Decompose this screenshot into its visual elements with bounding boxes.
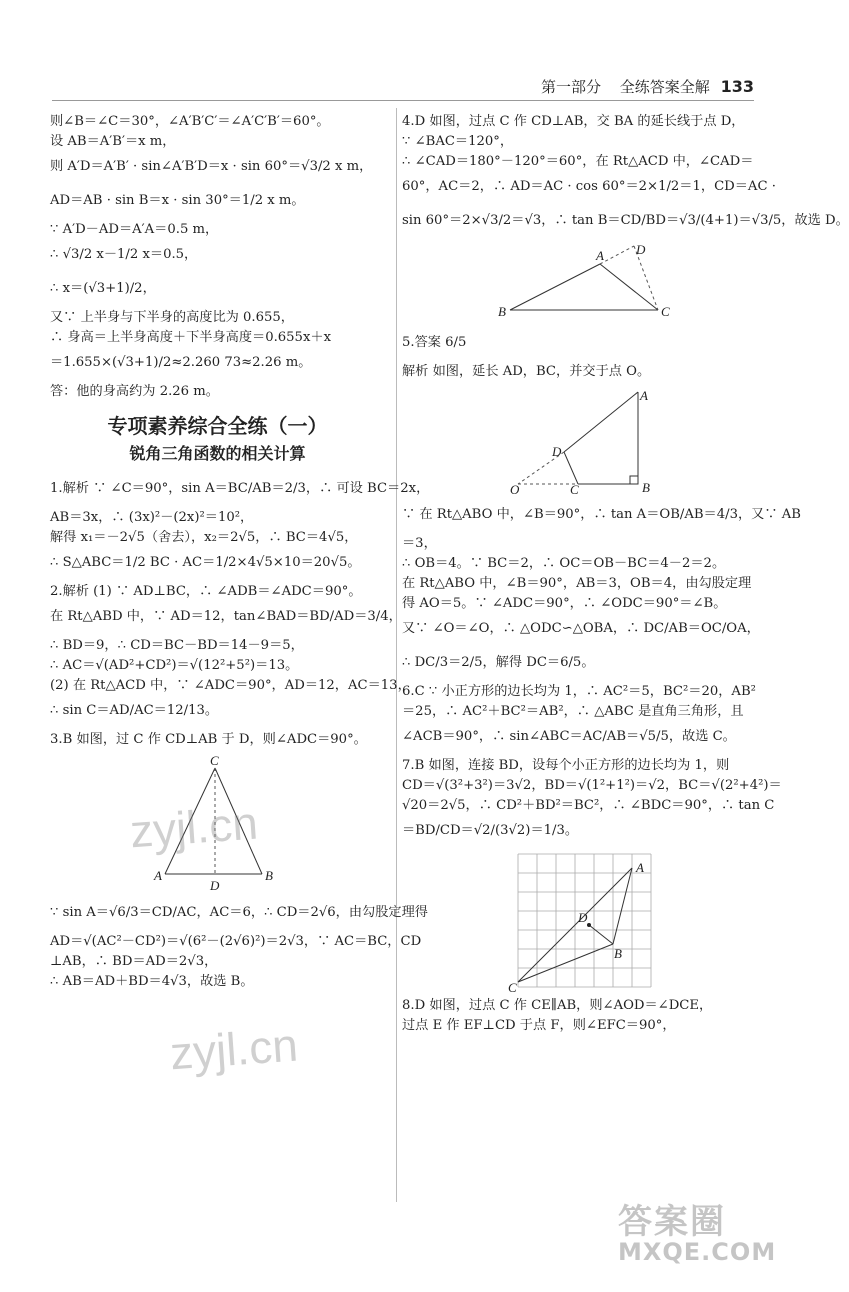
header-rule (52, 100, 754, 101)
problem-8 (402, 996, 754, 1036)
text-line: ∴ AB＝AD＋BD＝4√3，故选 B。 (50, 974, 254, 989)
text-line: ∴ √3/2 x－1/2 x＝0.5， (50, 247, 198, 262)
section-subtitle: 锐角三角函数的相关计算 (129, 444, 306, 463)
point-d (587, 923, 591, 927)
vertex-label-b: B (614, 946, 622, 961)
problem-6 (402, 682, 754, 756)
text-line: ∵ sin A＝√6/3＝CD/AC，AC＝6，∴ CD＝2√6，由勾股定理得 (50, 905, 428, 920)
page-header (541, 76, 754, 97)
text-line: 5.答案 6/5 (402, 335, 467, 350)
problem-2 (50, 582, 411, 730)
text-line: ∵ 在 Rt△ABO 中，∠B＝90°，∴ tan A＝OB/AB＝4/3，又∵ AB (402, 507, 801, 522)
text-line: ∴ AC＝√(AD²+CD²)＝√(12²+5²)＝13。 (50, 658, 299, 673)
header-section: 全练答案全解 (619, 78, 710, 96)
text-line: 又∵ 上半身与下半身的高度比为 0.655， (50, 310, 294, 325)
text-line: ＝3， (402, 536, 437, 551)
text-line: CD＝√(3²+3²)＝3√2，BD＝√(1²+1²)＝√2，BC＝√(2²+4²)＝ (402, 778, 782, 793)
header-part: 第一部分 (541, 78, 602, 96)
text-line: AD＝√(AC²－CD²)＝√(6²－(2√6)²)＝2√3，∵ AC＝BC，CD (50, 934, 422, 949)
right-angle-mark-b (630, 476, 638, 484)
column-divider (396, 108, 397, 1202)
vertex-label-c: C (508, 980, 517, 995)
vertex-label-d: D (210, 878, 220, 893)
left-column (50, 112, 430, 992)
intro-solution (50, 112, 385, 402)
text-line: 60°，AC＝2，∴ AD＝AC · cos 60°＝2×1/2＝1，CD＝AC · (402, 179, 776, 194)
text-line: ＝25，∴ AC²＋BC²＝AB²，∴ △ABC 是直角三角形，且 (402, 704, 744, 719)
vertex-label-d: D (636, 242, 646, 257)
text-line: ∴ x＝(√3+1)/2， (50, 281, 156, 296)
vertex-label-b: B (265, 868, 273, 883)
triangle-figure-p4 (402, 244, 752, 324)
vertex-label-d: D (552, 444, 562, 459)
edge-ab (613, 868, 632, 944)
edge-ad (564, 392, 638, 452)
vertex-label-a: A (596, 248, 604, 263)
problem-1 (50, 474, 430, 582)
text-line: ∴ S△ABC＝1/2 BC · AC＝1/2×4√5×10＝20√5。 (50, 555, 361, 570)
text-line: ∠ACB＝90°，∴ sin∠ABC＝AC/AB＝√5/5，故选 C。 (402, 729, 736, 744)
watermark-text: zyjl.cn (168, 1018, 300, 1080)
text-line: 8.D 如图，过点 C 作 CE∥AB，则∠AOD＝∠DCE， (402, 998, 713, 1013)
text-line: 2.解析 (1) ∵ AD⊥BC，∴ ∠ADB＝∠ADC＝90°。 (50, 584, 362, 599)
problem-7 (402, 756, 782, 995)
text-line: ∵ ∠BAC＝120°， (402, 134, 514, 149)
edge-ba (510, 264, 600, 310)
text-line: ∴ ∠CAD＝180°－120°＝60°，在 Rt△ACD 中，∠CAD＝ (402, 154, 754, 169)
vertex-label-a: A (636, 860, 644, 875)
text-line: 过点 E 作 EF⊥CD 于点 F，则∠EFC＝90°， (402, 1018, 676, 1033)
text-line: 答：他的身高约为 2.26 m。 (50, 384, 219, 399)
grid-figure-p7 (402, 854, 752, 995)
text-line: AD＝AB · sin B＝x · sin 30°＝1/2 x m。 (50, 193, 305, 208)
text-line: 解得 x₁＝－2√5（舍去），x₂＝2√5，∴ BC＝4√5， (50, 530, 358, 545)
triangle-figure-p5 (402, 386, 752, 496)
text-line: ∴ OB＝4。∵ BC＝2，∴ OC＝OB－BC＝4－2＝2。 (402, 556, 726, 571)
vertex-label-c: C (210, 753, 219, 768)
vertex-label-b: B (498, 304, 506, 319)
text-line: 则 A′D＝A′B′ · sin∠A′B′D＝x · sin 60°＝√3/2 x m， (50, 159, 373, 174)
text-line: ∵ A′D－AD＝A′A＝0.5 m， (50, 222, 219, 237)
text-line: 解析 如图，延长 AD，BC，并交于点 O。 (402, 364, 651, 379)
text-line: sin 60°＝2×√3/2＝√3，∴ tan B＝CD/BD＝√3/(4+1)＝√3/5，故选 D。 (402, 213, 849, 228)
section-title: 专项素养综合全练（一） (107, 414, 328, 438)
problem-3 (50, 730, 428, 992)
text-line: 3.B 如图，过 C 作 CD⊥AB 于 D，则∠ADC＝90°。 (50, 732, 367, 747)
text-line: ＝1.655×(√3+1)/2≈2.260 73≈2.26 m。 (50, 355, 312, 370)
text-line: 设 AB＝A′B′＝x m， (50, 134, 176, 149)
vertex-label-a: A (154, 868, 162, 883)
vertex-label-d: D (578, 910, 588, 925)
text-line: 则∠B＝∠C＝30°，∠A′B′C′＝∠A′C′B′＝60°。 (50, 114, 330, 129)
text-line: √20＝2√5，∴ CD²＋BD²＝BC²，∴ ∠BDC＝90°，∴ tan C (402, 798, 775, 813)
logo-url: MXQE.COM (618, 1238, 777, 1266)
text-line: ∴ BD＝9，∴ CD＝BC－BD＝14－9＝5， (50, 638, 304, 653)
text-line: ∴ 身高＝上半身高度＋下半身高度＝0.655x＋x (50, 330, 332, 345)
text-line: 4.D 如图，过点 C 作 CD⊥AB，交 BA 的延长线于点 D， (402, 114, 745, 129)
text-line: 1.解析 ∵ ∠C＝90°，sin A＝BC/AB＝2/3，∴ 可设 BC＝2x， (50, 481, 430, 496)
text-line: 得 AO＝5。∵ ∠ADC＝90°，∴ ∠ODC＝90°＝∠B。 (402, 596, 727, 611)
text-line: ∴ DC/3＝2/5，解得 DC＝6/5。 (402, 655, 595, 670)
edge-bc (518, 944, 613, 982)
edge-dc (564, 452, 578, 484)
text-line: ＝BD/CD＝√2/(3√2)＝1/3。 (402, 823, 579, 838)
vertex-label-a: A (640, 388, 648, 403)
vertex-label-o: O (510, 482, 520, 497)
problem-5 (402, 328, 801, 682)
vertex-label-c: C (661, 304, 670, 319)
vertex-label-b: B (642, 480, 650, 495)
right-column (402, 112, 849, 1036)
text-line: ∴ sin C＝AD/AC＝12/13。 (50, 703, 219, 718)
watermark-text: zyjl.cn (128, 796, 260, 858)
text-line: 又∵ ∠O＝∠O，∴ △ODC∽△OBA，∴ DC/AB＝OC/OA， (402, 621, 760, 636)
text-line: ⊥AB，∴ BD＝AD＝2√3， (50, 954, 218, 969)
site-logo (612, 1194, 782, 1274)
vertex-label-c: C (570, 482, 579, 497)
problem-4 (402, 112, 849, 324)
text-line: 7.B 如图，连接 BD，设每个小正方形的边长均为 1，则 (402, 758, 730, 773)
page-number: 133 (720, 77, 754, 96)
segment-bd (589, 925, 613, 944)
text-line: 在 Rt△ABD 中，∵ AD＝12，tan∠BAD＝BD/AD＝3/4， (50, 609, 402, 624)
text-line: 在 Rt△ABO 中，∠B＝90°，AB＝3，OB＝4，由勾股定理 (402, 576, 752, 591)
logo-text: 答案圈 (618, 1202, 726, 1242)
text-line: 6.C ∵ 小正方形的边长均为 1，∴ AC²＝5，BC²＝20，AB² (402, 684, 756, 699)
extension-ad (600, 246, 634, 264)
text-line: (2) 在 Rt△ACD 中，∵ ∠ADC＝90°，AD＝12，AC＝13， (50, 678, 411, 693)
text-line: AB＝3x，∴ (3x)²－(2x)²＝10²， (50, 510, 254, 525)
